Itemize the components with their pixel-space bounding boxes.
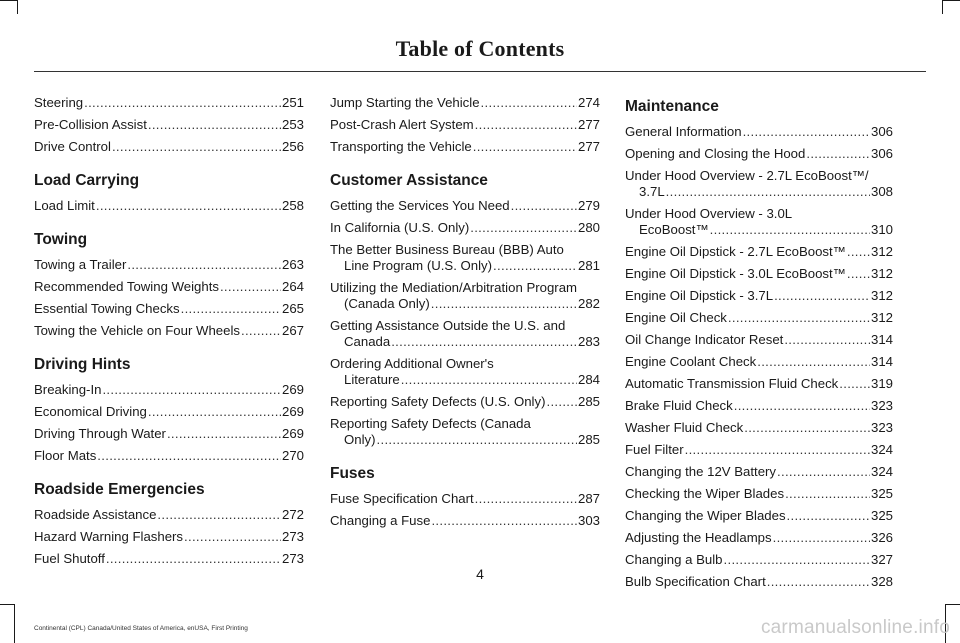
dot-leader — [184, 529, 281, 545]
toc-entry-page: 269 — [281, 382, 304, 397]
dot-leader — [96, 198, 281, 214]
dot-leader — [377, 432, 577, 448]
toc-entry-title: Opening and Closing the Hood — [625, 146, 806, 161]
toc-entry[interactable] — [34, 257, 304, 273]
dot-leader — [734, 398, 870, 414]
toc-entry-page: 283 — [577, 334, 600, 349]
toc-entry[interactable] — [34, 323, 304, 339]
toc-entry-title: Load Limit — [34, 198, 95, 213]
toc-entry-title: Recommended Towing Weights — [34, 279, 219, 294]
dot-leader — [181, 301, 281, 317]
toc-entry-title: Driving Through Water — [34, 426, 166, 441]
dot-leader — [106, 551, 281, 567]
toc-entry-page: 314 — [870, 354, 893, 369]
toc-entry-line2 — [330, 372, 600, 388]
toc-entry-page: 326 — [870, 530, 893, 545]
toc-entry-line2 — [330, 432, 600, 448]
toc-entry-title: Getting the Services You Need — [330, 198, 510, 213]
toc-entry[interactable] — [330, 220, 600, 236]
toc-entry-page: 270 — [281, 448, 304, 463]
toc-entry[interactable] — [330, 139, 600, 155]
toc-entry-title: Essential Towing Checks — [34, 301, 180, 316]
dot-leader — [757, 354, 870, 370]
toc-entry[interactable] — [625, 266, 893, 282]
toc-entry-title: Changing a Fuse — [330, 513, 431, 528]
toc-entry-title: Floor Mats — [34, 448, 97, 463]
dot-leader — [744, 420, 870, 436]
toc-entry[interactable] — [34, 529, 304, 545]
toc-entry-title: Bulb Specification Chart — [625, 574, 766, 589]
toc-entry-title: Towing a Trailer — [34, 257, 127, 272]
toc-entry[interactable] — [34, 139, 304, 155]
toc-entry[interactable] — [34, 551, 304, 567]
toc-entry-page: 267 — [281, 323, 304, 338]
toc-entry-page: 265 — [281, 301, 304, 316]
toc-entry-page: 274 — [577, 95, 600, 110]
toc-entry-title-line2: 3.7L — [639, 184, 665, 199]
crop-mark-top-right — [942, 0, 960, 1]
dot-leader — [710, 222, 870, 238]
toc-entry[interactable] — [330, 242, 600, 274]
toc-entry-title: Changing the 12V Battery — [625, 464, 777, 479]
toc-entry-title: Fuse Specification Chart — [330, 491, 474, 506]
toc-entry-page: 281 — [577, 258, 600, 273]
toc-entry-line2 — [625, 222, 893, 238]
toc-entry-line2 — [625, 184, 893, 200]
toc-entry-title: Engine Oil Check — [625, 310, 727, 325]
dot-leader — [546, 394, 577, 410]
dot-leader — [481, 95, 577, 111]
toc-entry-page: 324 — [870, 464, 893, 479]
toc-entry-page: 264 — [281, 279, 304, 294]
toc-entry[interactable] — [625, 206, 893, 238]
dot-leader — [777, 464, 870, 480]
toc-entry-title-line1: Getting Assistance Outside the U.S. and — [330, 318, 566, 333]
toc-entry-page: 251 — [281, 95, 304, 110]
toc-entry-title: Reporting Safety Defects (U.S. Only) — [330, 394, 546, 409]
crop-mark-bottom-right — [946, 604, 960, 605]
dot-leader — [112, 139, 281, 155]
toc-entry-page: 306 — [870, 146, 893, 161]
watermark: carmanualsonline.info — [760, 617, 950, 638]
dot-leader — [685, 442, 870, 458]
dot-leader — [847, 266, 870, 282]
toc-entry[interactable] — [625, 442, 893, 458]
toc-entry[interactable] — [34, 404, 304, 420]
section-heading: Towing — [34, 231, 88, 248]
toc-entry-title: Pre-Collision Assist — [34, 117, 147, 132]
toc-entry[interactable] — [330, 198, 600, 214]
crop-mark-top-right-v — [942, 0, 943, 14]
toc-entry[interactable] — [34, 301, 304, 317]
dot-leader — [785, 486, 870, 502]
toc-entry-page: 269 — [281, 404, 304, 419]
toc-entry-title-line2: Canada — [344, 334, 391, 349]
section-heading: Customer Assistance — [330, 172, 488, 189]
toc-entry-title-line2: (Canada Only) — [344, 296, 430, 311]
dot-leader — [470, 220, 577, 236]
toc-entry-title: Fuel Shutoff — [34, 551, 105, 566]
toc-entry-title: Adjusting the Headlamps — [625, 530, 772, 545]
dot-leader — [475, 491, 577, 507]
toc-entry-page: 319 — [870, 376, 893, 391]
toc-entry-page: 312 — [870, 244, 893, 259]
dot-leader — [511, 198, 577, 214]
dot-leader — [157, 507, 281, 523]
toc-entry[interactable] — [34, 198, 304, 214]
toc-entry-page: 272 — [281, 507, 304, 522]
toc-entry-title: Transporting the Vehicle — [330, 139, 472, 154]
dot-leader — [97, 448, 281, 464]
toc-entry[interactable] — [330, 117, 600, 133]
toc-entry[interactable] — [34, 382, 304, 398]
dot-leader — [148, 404, 281, 420]
section-heading: Roadside Emergencies — [34, 481, 205, 498]
toc-entry[interactable] — [625, 420, 893, 436]
dot-leader — [743, 124, 870, 140]
toc-entry[interactable] — [330, 416, 600, 448]
toc-entry-page: 285 — [577, 394, 600, 409]
title-rule — [34, 71, 926, 72]
dot-leader — [773, 530, 870, 546]
toc-entry[interactable] — [330, 95, 600, 111]
dot-leader — [391, 334, 577, 350]
toc-entry-page: 314 — [870, 332, 893, 347]
toc-entry-page: 287 — [577, 491, 600, 506]
toc-entry-title: Economical Driving — [34, 404, 147, 419]
toc-entry-title-line1: Under Hood Overview - 3.0L — [625, 206, 793, 221]
toc-entry[interactable] — [625, 124, 893, 140]
toc-entry-title: Towing the Vehicle on Four Wheels — [34, 323, 240, 338]
dot-leader — [806, 146, 870, 162]
toc-entry-page: 328 — [870, 574, 893, 589]
page-title: Table of Contents — [395, 36, 565, 61]
toc-entry-page: 269 — [281, 426, 304, 441]
toc-entry-page: 325 — [870, 486, 893, 501]
toc-entry-title-line2: Line Program (U.S. Only) — [344, 258, 493, 273]
dot-leader — [241, 323, 281, 339]
toc-entry[interactable] — [330, 394, 600, 410]
toc-entry[interactable] — [330, 318, 600, 350]
toc-entry-title: Roadside Assistance — [34, 507, 157, 522]
toc-entry-page: 285 — [577, 432, 600, 447]
toc-entry[interactable] — [625, 398, 893, 414]
toc-entry-title: Engine Oil Dipstick - 2.7L EcoBoost™ — [625, 244, 846, 259]
toc-entry-page: 312 — [870, 266, 893, 281]
toc-entry-title: Drive Control — [34, 139, 111, 154]
toc-entry[interactable] — [625, 288, 893, 304]
toc-column-3 — [625, 95, 893, 596]
toc-entry-page: 323 — [870, 420, 893, 435]
print-footer: Continental (CPL) Canada/United States of America, enUSA, First Printing — [34, 625, 248, 632]
toc-entry-page: 310 — [870, 222, 893, 237]
section-heading: Driving Hints — [34, 356, 131, 373]
toc-entry-title-line2: EcoBoost™ — [639, 222, 709, 237]
toc-entry[interactable] — [625, 376, 893, 392]
toc-entry[interactable] — [34, 95, 304, 111]
toc-entry-title-line1: The Better Business Bureau (BBB) Auto — [330, 242, 564, 257]
toc-column-2 — [330, 95, 600, 535]
dot-leader — [774, 288, 870, 304]
toc-entry-title: Hazard Warning Flashers — [34, 529, 184, 544]
toc-entry-title: Engine Coolant Check — [625, 354, 757, 369]
toc-entry-page: 306 — [870, 124, 893, 139]
toc-entry-title: General Information — [625, 124, 742, 139]
toc-entry[interactable] — [625, 146, 893, 162]
toc-entry[interactable] — [34, 279, 304, 295]
toc-entry[interactable] — [330, 356, 600, 388]
toc-entry[interactable] — [625, 354, 893, 370]
dot-leader — [431, 513, 577, 529]
toc-entry[interactable] — [34, 448, 304, 464]
toc-entry[interactable] — [625, 530, 893, 546]
toc-entry-line2 — [330, 296, 600, 312]
toc-entry-title: Washer Fluid Check — [625, 420, 744, 435]
toc-entry-title-line2: Literature — [344, 372, 400, 387]
toc-entry-page: 280 — [577, 220, 600, 235]
toc-entry-title-line1: Reporting Safety Defects (Canada — [330, 416, 531, 431]
toc-entry-title: Changing a Bulb — [625, 552, 723, 567]
crop-mark-top-left — [0, 0, 18, 1]
toc-entry-title: Engine Oil Dipstick - 3.0L EcoBoost™ — [625, 266, 846, 281]
toc-entry-page: 253 — [281, 117, 304, 132]
toc-column-1 — [34, 95, 304, 573]
toc-entry-page: 308 — [870, 184, 893, 199]
dot-leader — [148, 117, 281, 133]
toc-entry-page: 284 — [577, 372, 600, 387]
dot-leader — [493, 258, 577, 274]
toc-entry-page: 282 — [577, 296, 600, 311]
crop-mark-bottom-left-v — [14, 604, 15, 643]
dot-leader — [475, 117, 577, 133]
toc-entry-page: 312 — [870, 310, 893, 325]
dot-leader — [473, 139, 577, 155]
toc-entry-title: Engine Oil Dipstick - 3.7L — [625, 288, 774, 303]
toc-entry-page: 277 — [577, 117, 600, 132]
dot-leader — [167, 426, 281, 442]
toc-entry-page: 263 — [281, 257, 304, 272]
section-heading: Fuses — [330, 465, 375, 482]
dot-leader — [666, 184, 870, 200]
dot-leader — [847, 244, 870, 260]
section-heading: Maintenance — [625, 98, 719, 115]
toc-entry-title: Checking the Wiper Blades — [625, 486, 785, 501]
dot-leader — [839, 376, 870, 392]
toc-entry-page: 256 — [281, 139, 304, 154]
toc-entry-title-line1: Utilizing the Mediation/Arbitration Program — [330, 280, 578, 295]
section-heading: Load Carrying — [34, 172, 140, 189]
toc-entry[interactable] — [330, 280, 600, 312]
toc-entry[interactable] — [34, 117, 304, 133]
toc-entry[interactable] — [625, 168, 893, 200]
toc-entry-title: Post-Crash Alert System — [330, 117, 474, 132]
toc-entry-title: Brake Fluid Check — [625, 398, 733, 413]
dot-leader — [431, 296, 577, 312]
toc-entry-page: 258 — [281, 198, 304, 213]
dot-leader — [784, 332, 870, 348]
crop-mark-bottom-left — [0, 604, 14, 605]
dot-leader — [102, 382, 281, 398]
toc-entry-page: 324 — [870, 442, 893, 457]
toc-entry-page: 303 — [577, 513, 600, 528]
toc-entry-title: Breaking-In — [34, 382, 102, 397]
toc-entry-title: Fuel Filter — [625, 442, 684, 457]
dot-leader — [220, 279, 281, 295]
toc-entry-page: 277 — [577, 139, 600, 154]
toc-entry[interactable] — [625, 244, 893, 260]
toc-entry-page: 327 — [870, 552, 893, 567]
page-number: 4 — [476, 566, 484, 582]
toc-entry-line2 — [330, 258, 600, 274]
toc-entry-title: Oil Change Indicator Reset — [625, 332, 784, 347]
dot-leader — [401, 372, 577, 388]
toc-entry-title: Steering — [34, 95, 84, 110]
toc-entry[interactable] — [330, 491, 600, 507]
dot-leader — [787, 508, 870, 524]
toc-entry[interactable] — [34, 507, 304, 523]
toc-entry-page: 323 — [870, 398, 893, 413]
dot-leader — [728, 310, 870, 326]
toc-entry[interactable] — [330, 513, 600, 529]
toc-entry-title-line1: Ordering Additional Owner's — [330, 356, 494, 371]
toc-entry-page: 273 — [281, 529, 304, 544]
dot-leader — [84, 95, 281, 111]
toc-entry-page: 279 — [577, 198, 600, 213]
toc-entry[interactable] — [625, 332, 893, 348]
toc-entry-line2 — [330, 334, 600, 350]
toc-entry-page: 325 — [870, 508, 893, 523]
toc-entry[interactable] — [625, 486, 893, 502]
toc-entry-title: In California (U.S. Only) — [330, 220, 470, 235]
toc-entry[interactable] — [34, 426, 304, 442]
toc-entry-page: 273 — [281, 551, 304, 566]
toc-entry-title: Automatic Transmission Fluid Check — [625, 376, 839, 391]
toc-entry[interactable] — [625, 508, 893, 524]
toc-entry-page: 312 — [870, 288, 893, 303]
toc-entry-title-line2: Only) — [344, 432, 376, 447]
toc-entry-title: Jump Starting the Vehicle — [330, 95, 480, 110]
crop-mark-top-left-v — [17, 0, 18, 14]
dot-leader — [127, 257, 281, 273]
toc-entry[interactable] — [625, 464, 893, 480]
toc-entry[interactable] — [625, 310, 893, 326]
toc-entry-title-line1: Under Hood Overview - 2.7L EcoBoost™/ — [625, 168, 869, 183]
toc-entry-title: Changing the Wiper Blades — [625, 508, 786, 523]
